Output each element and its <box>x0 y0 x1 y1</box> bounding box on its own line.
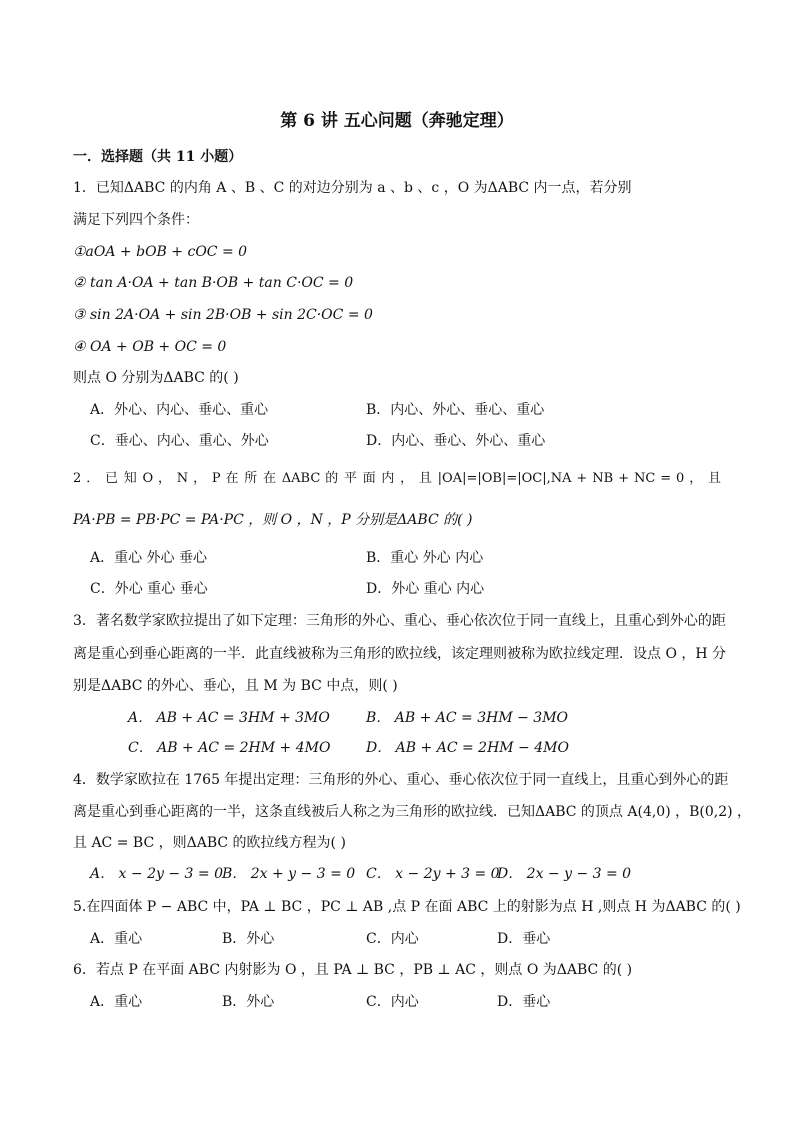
q1-option-b: B．内心、外心、垂心、重心 <box>366 402 545 418</box>
q1-question: 则点 O 分别为ΔABC 的( ) <box>73 370 239 386</box>
q1-option-c: C．垂心、内心、重心、外心 <box>90 433 269 449</box>
q6-option-c: C．内心 <box>366 994 419 1010</box>
q3-option-a: A． AB + AC = 3HM + 3MO <box>128 710 330 726</box>
page-title: 第 6 讲 五心问题（奔驰定理） <box>280 111 514 131</box>
q3-stem-line1: 3．著名数学家欧拉提出了如下定理：三角形的外心、重心、垂心依次位于同一直线上，且重心到外心的距 <box>73 613 726 629</box>
q4-stem-line2: 离是重心到垂心距离的一半，这条直线被后人称之为三角形的欧拉线．已知ΔABC 的顶点 A(4,0) ，B(0,2) ， <box>73 804 752 820</box>
q5-option-c: C．内心 <box>366 931 419 947</box>
q2-option-c: C．外心 重心 垂心 <box>90 581 208 597</box>
q4-option-c: C． x − 2y + 3 = 0 <box>366 866 500 882</box>
q1-stem-line2: 满足下列四个条件： <box>73 212 199 228</box>
q4-stem-line1: 4．数学家欧拉在 1765 年提出定理：三角形的外心、重心、垂心依次位于同一直线上，且重心到外心的距 <box>73 772 729 788</box>
q3-stem-line2: 离是重心到垂心距离的一半．此直线被称为三角形的欧拉线，该定理则被称为欧拉线定理．设点 O ，H 分 <box>73 646 727 662</box>
q3-stem-line3: 别是ΔABC 的外心、垂心，且 M 为 BC 中点，则( ) <box>73 678 398 694</box>
q1-condition-4: ④ OA + OB + OC = 0 <box>73 339 227 355</box>
q5-option-b: B．外心 <box>222 931 275 947</box>
q2-stem-line2: PA·PB = PB·PC = PA·PC ，则 O ，N ，P 分别是ΔABC 的( ) <box>73 512 473 528</box>
q2-option-a: A．重心 外心 垂心 <box>90 550 208 566</box>
q6-option-a: A．重心 <box>90 994 143 1010</box>
q2-option-b: B．重心 外心 内心 <box>366 550 484 566</box>
q5-stem: 5.在四面体 P − ABC 中，PA ⊥ BC ，PC ⊥ AB ,点 P 在面 ABC 上的射影为点 H ,则点 H 为ΔABC 的( ) <box>73 899 741 915</box>
q1-condition-2: ② tan A·OA + tan B·OB + tan C·OC = 0 <box>73 275 354 291</box>
q3-option-c: C． AB + AC = 2HM + 4MO <box>128 740 331 756</box>
section-heading: 一．选择题（共 11 小题） <box>73 149 243 165</box>
q5-option-a: A．重心 <box>90 931 143 947</box>
q1-option-a: A．外心、内心、垂心、重心 <box>90 402 269 418</box>
q1-option-d: D．内心、垂心、外心、重心 <box>366 433 546 449</box>
q4-option-d: D． 2x − y − 3 = 0 <box>497 866 632 882</box>
q2-option-d: D．外心 重心 内心 <box>366 581 485 597</box>
q6-stem: 6．若点 P 在平面 ABC 内射影为 O ，且 PA ⊥ BC ，PB ⊥ AC ，则点 O 为ΔABC 的( ) <box>73 962 633 978</box>
q1-stem-line1: 1．已知ΔABC 的内角 A 、B 、C 的对边分别为 a 、b 、c ，O 为ΔABC 内一点，若分别 <box>73 180 632 196</box>
q6-option-d: D．垂心 <box>497 994 551 1010</box>
q4-option-b: B． 2x + y − 3 = 0 <box>222 866 356 882</box>
q6-option-b: B．外心 <box>222 994 275 1010</box>
q4-option-a: A． x − 2y − 3 = 0 <box>90 866 223 882</box>
q3-option-b: B． AB + AC = 3HM − 3MO <box>366 710 569 726</box>
q5-option-d: D．垂心 <box>497 931 551 947</box>
q1-condition-3: ③ sin 2A·OA + sin 2B·OB + sin 2C·OC = 0 <box>73 307 373 323</box>
q2-stem-line1: 2 ． 已 知 O ， N ， P 在 所 在 ΔABC 的 平 面 内 ， 且 |OA|=|OB|=|OC|,NA + NB + NC = 0 ， 且 <box>73 471 721 486</box>
q4-stem-line3: 且 AC = BC ，则ΔABC 的欧拉线方程为( ) <box>73 835 346 851</box>
q3-option-d: D． AB + AC = 2HM − 4MO <box>366 740 569 756</box>
q1-condition-1: ①aOA + bOB + cOC = 0 <box>73 244 248 260</box>
